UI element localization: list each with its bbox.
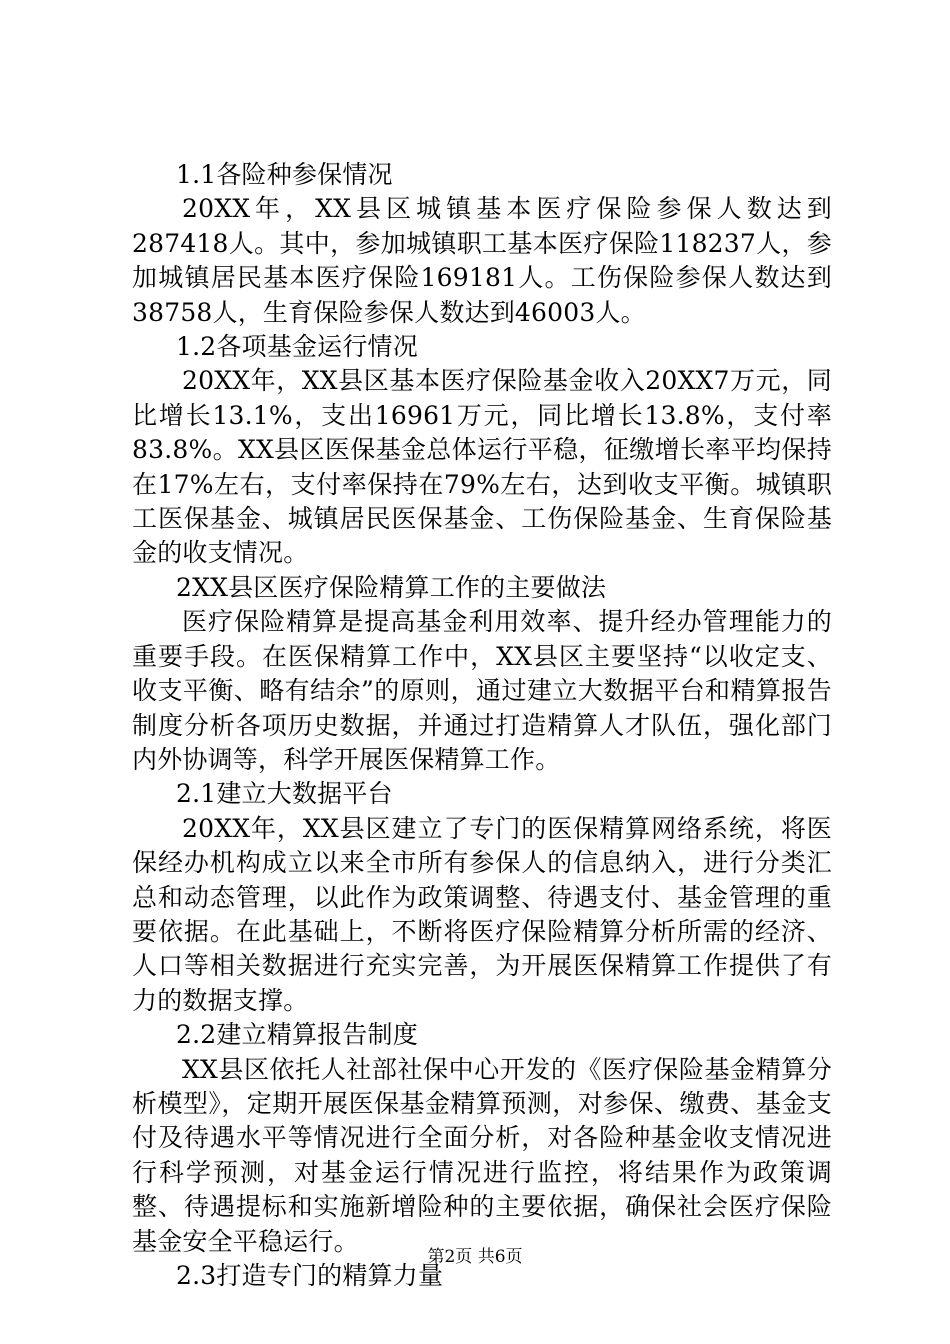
section-heading: 2.2建立精算报告制度 [176,1020,418,1050]
body-paragraph: 20XX年，XX县区建立了专门的医保精算网络系统，将医保经办机构成立以来全市所有参保人的信息纳入，进行分类汇总和动态管理，以此作为政策调整、待遇支付、基金管理的重要依据。在此基础上，不断将医疗保险精算分析所需的经济、人口等相关数据进行充实完善，为开展医保精算工作提供了有力的数据支撑。 [132,813,832,1015]
document-body [132,158,832,1293]
body-paragraph: 20XX年，XX县区城镇基本医疗保险参保人数达到287418人。其中，参加城镇职工基本医疗保险118237人，参加城镇居民基本医疗保险169181人。工伤保险参保人数达到38758人，生育保险参保人数达到46003人。 [132,194,832,327]
body-paragraph: XX县区依托人社部社保中心开发的《医疗保险基金精算分析模型》，定期开展医保基金精算预测，对参保、缴费、基金支付及待遇水平等情况进行全面分析，对各险种基金收支情况进行科学预测，对基金运行情况进行监控，将结果作为政策调整、待遇提标和实施新增险种的主要依据，确保社会医疗保险基金安全平稳运行。 [132,1054,832,1256]
section-heading: 2.1建立大数据平台 [176,779,393,809]
section-heading: 1.2各项基金运行情况 [176,332,418,362]
section-heading: 2XX县区医疗保险精算工作的主要做法 [176,572,607,602]
page-footer: 第2页 共6页 [427,1247,523,1267]
section-heading: 2.3打造专门的精算力量 [176,1261,444,1290]
section-heading: 1.1各险种参保情况 [176,160,393,189]
body-paragraph: 医疗保险精算是提高基金利用效率、提升经办管理能力的重要手段。在医保精算工作中，XX县区主要坚持“以收定支、收支平衡、略有结余”的原则，通过建立大数据平台和精算报告制度分析各项历史数据，并通过打造精算人才队伍，强化部门内外协调等，科学开展医保精算工作。 [132,607,832,774]
body-paragraph: 20XX年，XX县区基本医疗保险基金收入20XX7万元，同比增长13.1%，支出16961万元，同比增长13.8%，支付率83.8%。XX县区医保基金总体运行平稳，征缴增长率平均保持在17%左右，支付率保持在79%左右，达到收支平衡。城镇职工医保基金、城镇居民医保基金、工伤保险基金、生育保险基金的收支情况。 [132,366,832,568]
